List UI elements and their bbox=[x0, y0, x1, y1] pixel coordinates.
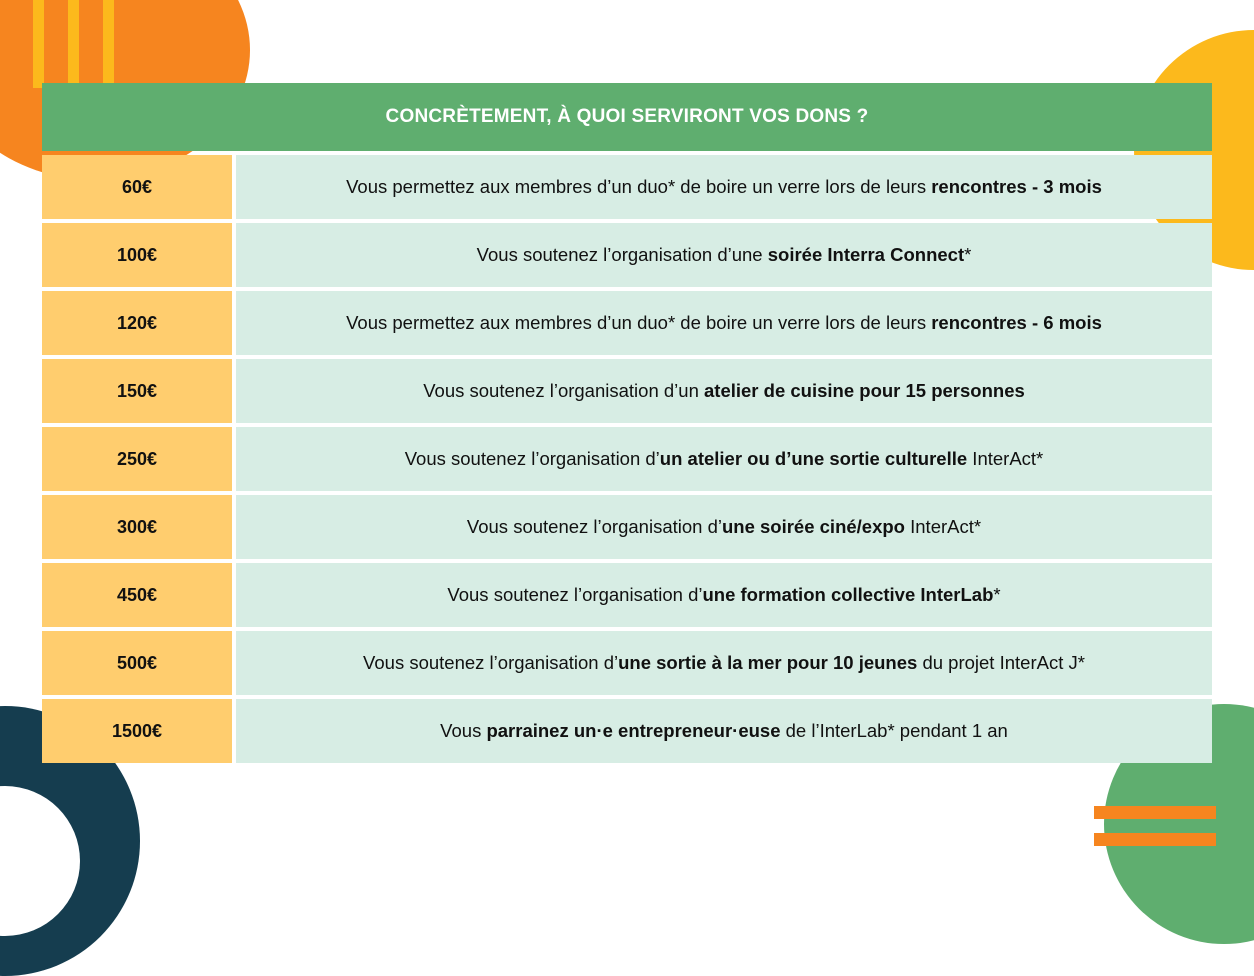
table-row bbox=[42, 427, 1212, 491]
orange-stripe-decoration bbox=[1094, 833, 1216, 846]
table-row bbox=[42, 155, 1212, 219]
donation-description: Vous soutenez l’organisation d’ une formation collective InterLab * bbox=[236, 563, 1212, 627]
yellow-stripe-decoration bbox=[103, 0, 114, 88]
donation-amount: 100€ bbox=[42, 223, 232, 287]
table-row bbox=[42, 699, 1212, 763]
table-row bbox=[42, 631, 1212, 695]
donation-description: Vous soutenez l’organisation d’ une soirée ciné/expo InterAct* bbox=[236, 495, 1212, 559]
donation-description: Vous soutenez l’organisation d’ une sortie à la mer pour 10 jeunes du projet InterAct J* bbox=[236, 631, 1212, 695]
donation-amount: 60€ bbox=[42, 155, 232, 219]
donation-description: Vous soutenez l’organisation d’une soirée Interra Connect * bbox=[236, 223, 1212, 287]
donation-description: Vous soutenez l’organisation d’ un atelier ou d’une sortie culturelle InterAct* bbox=[236, 427, 1212, 491]
donation-description: Vous soutenez l’organisation d’un atelier de cuisine pour 15 personnes bbox=[236, 359, 1212, 423]
donation-amount: 300€ bbox=[42, 495, 232, 559]
donation-amount: 450€ bbox=[42, 563, 232, 627]
donation-amount: 1500€ bbox=[42, 699, 232, 763]
table-header: CONCRÈTEMENT, À QUOI SERVIRONT VOS DONS ? bbox=[42, 83, 1212, 151]
donation-amount: 250€ bbox=[42, 427, 232, 491]
orange-stripe-decoration bbox=[1094, 806, 1216, 819]
yellow-stripe-decoration bbox=[68, 0, 79, 88]
table-row bbox=[42, 495, 1212, 559]
donation-amount: 150€ bbox=[42, 359, 232, 423]
donation-description: Vous parrainez un·e entrepreneur·euse de l’InterLab* pendant 1 an bbox=[236, 699, 1212, 763]
donation-amount: 120€ bbox=[42, 291, 232, 355]
donation-description: Vous permettez aux membres d’un duo* de boire un verre lors de leurs rencontres - 3 mois bbox=[236, 155, 1212, 219]
table-row bbox=[42, 563, 1212, 627]
donation-description: Vous permettez aux membres d’un duo* de boire un verre lors de leurs rencontres - 6 mois bbox=[236, 291, 1212, 355]
table-row bbox=[42, 223, 1212, 287]
table-row bbox=[42, 359, 1212, 423]
donation-amount: 500€ bbox=[42, 631, 232, 695]
yellow-stripe-decoration bbox=[33, 0, 44, 88]
donation-table bbox=[42, 83, 1212, 763]
table-row bbox=[42, 291, 1212, 355]
